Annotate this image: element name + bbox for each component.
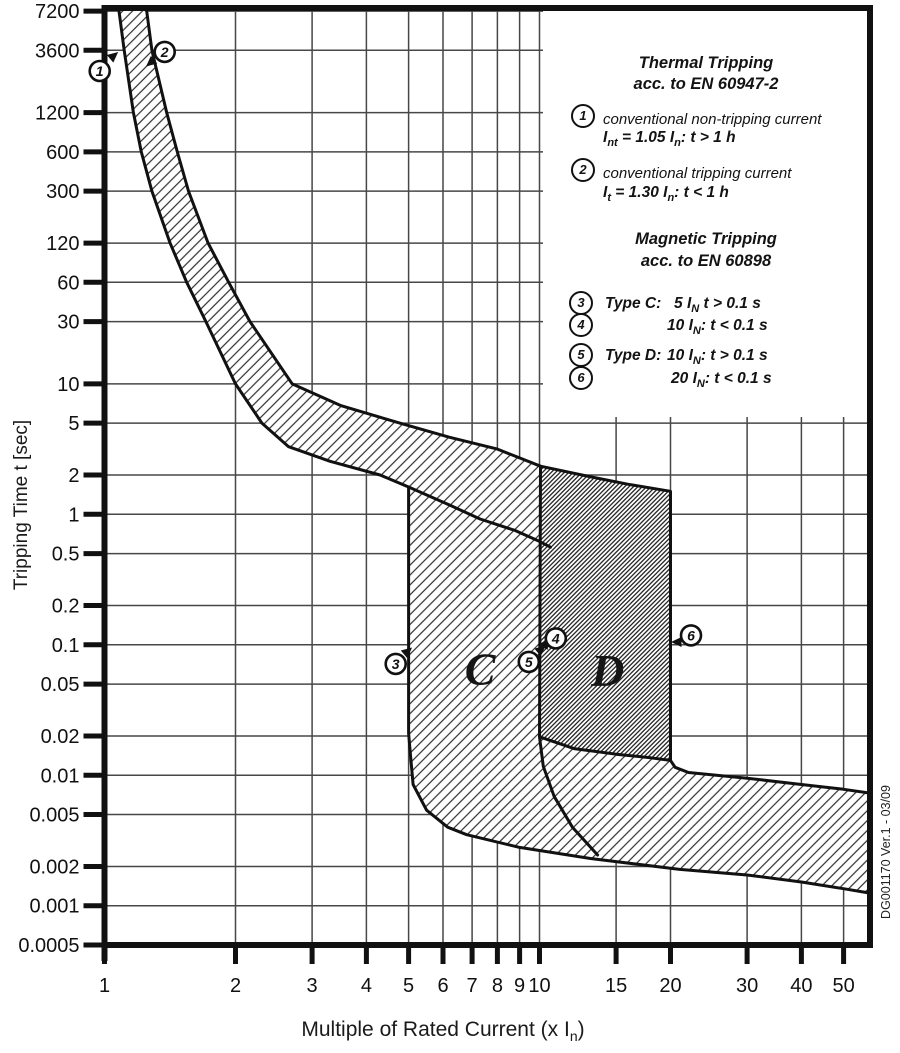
svg-text:1: 1 [68,504,80,527]
svg-text:60: 60 [57,272,80,295]
svg-text:7: 7 [466,975,478,997]
svg-text:600: 600 [46,141,80,164]
legend-row-4-formula: 10 $I_N$: t < 0.1 s [667,317,768,338]
curve-marker-2 [155,42,175,62]
svg-text:7200: 7200 [35,1,80,24]
legend-row-6-formula: 20 $I_N$: t < 0.1 s [671,370,772,391]
x-axis-title-close: ) [577,1017,585,1041]
svg-text:0.2: 0.2 [51,595,80,618]
x-axis-title [301,1018,584,1044]
svg-text:9: 9 [514,975,526,997]
svg-text:2: 2 [229,975,242,997]
curve-marker-1 [90,61,110,81]
x-axis-title-text: Multiple of Rated Current (x [301,1017,564,1041]
svg-text:50: 50 [832,975,855,997]
svg-text:4: 4 [360,975,372,997]
legend-type-c-label: Type C: [605,295,662,312]
svg-text:30: 30 [57,311,80,334]
svg-text:0.001: 0.001 [29,895,80,918]
curve-marker-4 [546,628,566,648]
svg-text:2: 2 [68,465,80,487]
curve-marker-5 [519,652,539,672]
x-axis-title-symbol: I [563,1017,570,1041]
thermal-tripping-standard: acc. to EN 60947-2 [633,75,779,93]
svg-text:1200: 1200 [35,102,80,125]
legend-marker-3: 3 [569,291,593,315]
region-letter-D: D [591,645,625,697]
svg-text:3: 3 [306,975,318,997]
svg-text:120: 120 [46,233,80,256]
svg-text:0.05: 0.05 [40,674,80,697]
legend-type-d-label: Type D: [605,347,662,364]
svg-text:20: 20 [659,975,682,997]
svg-text:40: 40 [790,975,813,997]
svg-text:10: 10 [57,373,80,396]
document-reference-note: DG001170 Ver.1 - 03/09 [879,785,893,919]
legend-row-5-formula: 10 $I_N$: t > 0.1 s [667,347,768,368]
svg-text:5: 5 [68,413,80,436]
svg-text:1: 1 [98,975,111,997]
legend-marker-4: 4 [569,313,593,337]
svg-text:6: 6 [437,975,449,997]
magnetic-tripping-title: Magnetic Tripping [635,230,777,248]
region-letter-C: C [464,643,496,695]
svg-text:3600: 3600 [35,40,80,63]
svg-text:0.01: 0.01 [40,765,80,788]
svg-text:0.005: 0.005 [29,804,80,827]
svg-text:1: 1 [95,63,104,79]
y-axis-title: Tripping Time t [sec] [11,419,32,591]
svg-text:2: 2 [160,43,169,60]
legend-item-2-desc: conventional tripping current [603,165,792,182]
svg-text:0.1: 0.1 [51,634,80,657]
svg-text:15: 15 [604,975,628,997]
legend-marker-2: 2 [571,158,595,182]
legend-marker-1: 1 [571,104,595,128]
svg-text:5: 5 [403,975,415,997]
curve-marker-3 [386,654,406,674]
magnetic-tripping-standard: acc. to EN 60898 [640,252,772,270]
svg-text:0.5: 0.5 [51,543,80,566]
svg-text:10: 10 [528,975,551,997]
svg-text:3: 3 [391,655,400,672]
svg-text:0.002: 0.002 [29,856,80,879]
svg-text:300: 300 [46,181,80,204]
region-d-band [540,466,671,760]
svg-text:30: 30 [735,975,759,997]
x-axis-title-subscript: n [569,1028,578,1045]
thermal-tripping-title: Thermal Tripping [638,54,774,72]
legend [543,8,869,418]
legend-row-3-formula: 5 $I_N$ t > 0.1 s [674,295,761,316]
legend-item-1-formula: $I_{nt} = 1.05$ $I_n$: t > 1 h [603,129,736,150]
legend-marker-6: 6 [569,366,593,390]
svg-text:0.02: 0.02 [40,726,80,748]
legend-item-2-formula: $I_t = 1.30$ $I_n$: t < 1 h [603,184,729,205]
svg-text:6: 6 [687,627,695,644]
svg-text:4: 4 [551,630,560,647]
svg-text:0.0005: 0.0005 [18,935,80,957]
svg-text:8: 8 [491,975,503,997]
svg-text:5: 5 [524,653,533,670]
curve-marker-6 [681,625,701,645]
legend-marker-5: 5 [569,343,593,367]
legend-item-1-desc: conventional non-tripping current [603,111,822,128]
